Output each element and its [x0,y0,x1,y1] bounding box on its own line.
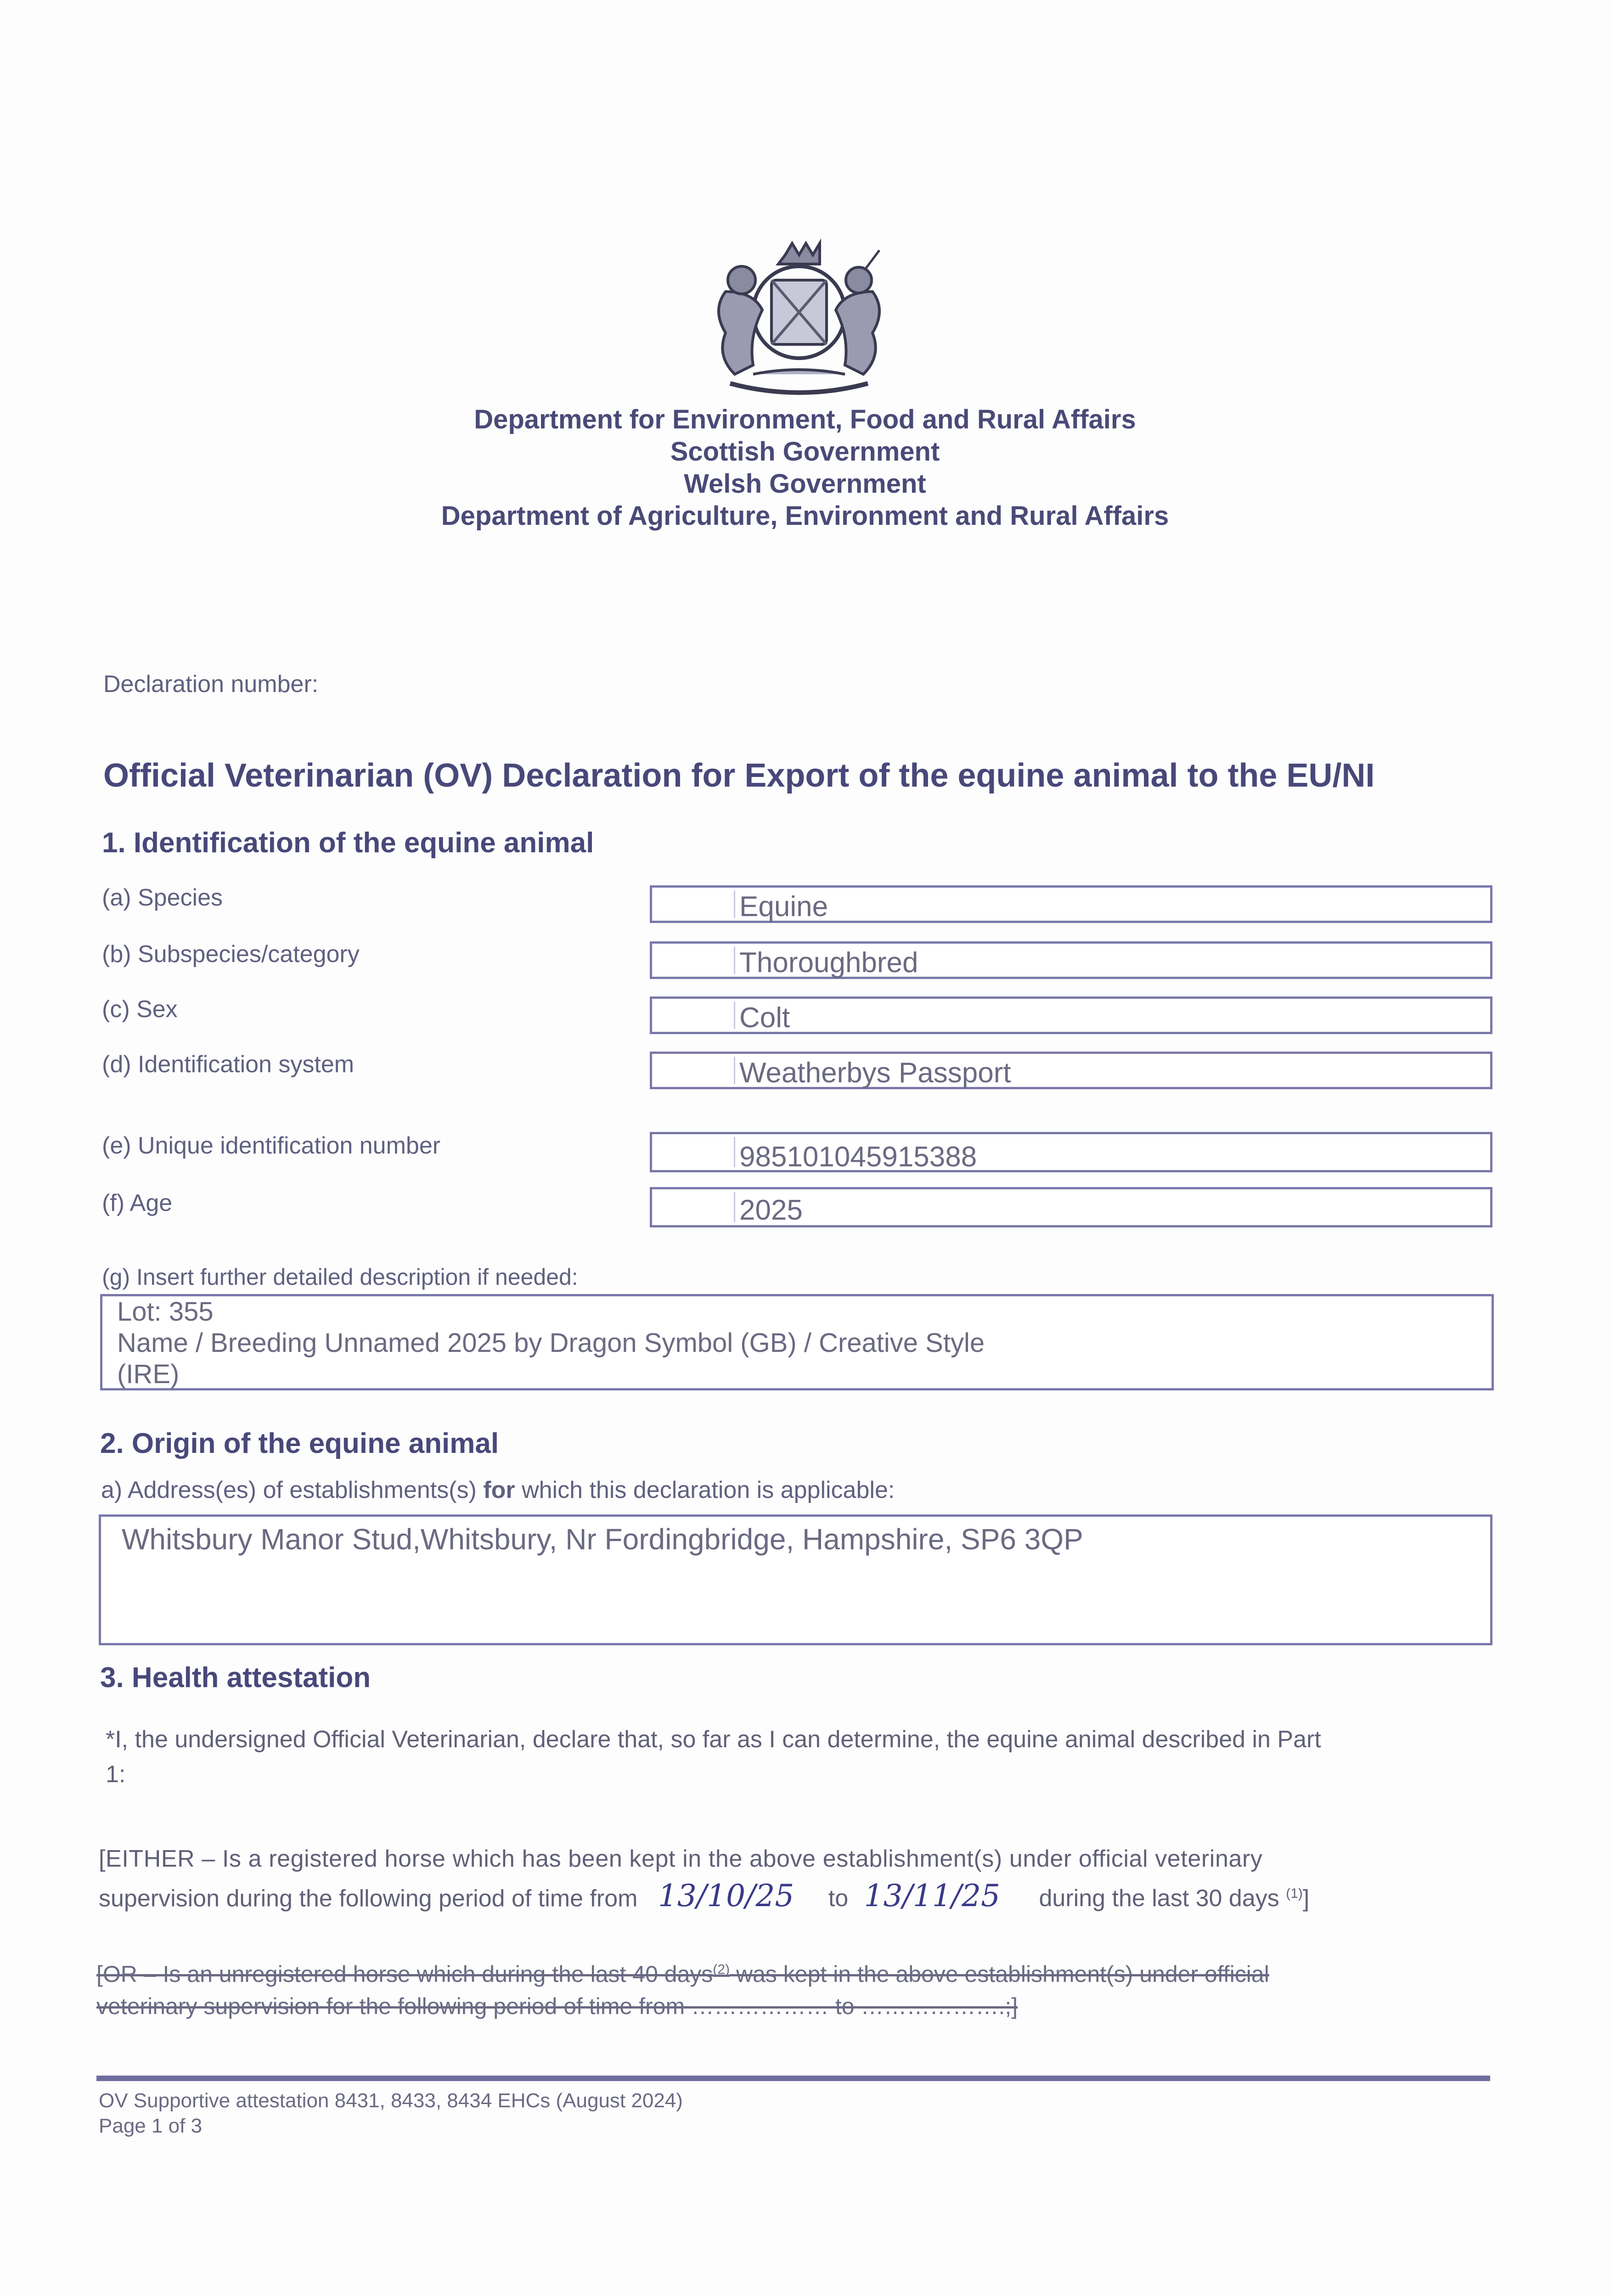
footer-divider [96,2076,1490,2081]
section1-heading: 1. Identification of the equine animal [102,827,594,859]
section2-heading: 2. Origin of the equine animal [100,1428,499,1459]
sex-value: Colt [739,1002,790,1034]
address-label: a) Address(es) of establishments(s) for which this declaration is applicable: [101,1477,895,1503]
species-field[interactable] [650,885,1492,923]
address-field[interactable] [99,1514,1492,1645]
section3-heading: 3. Health attestation [100,1662,371,1694]
footer-attestation-ref: OV Supportive attestation 8431, 8433, 8434 EHCs (August 2024) [99,2089,683,2112]
unique-id-field[interactable] [650,1132,1492,1172]
subspecies-value: Thoroughbred [739,947,918,979]
further-description-field[interactable] [100,1294,1494,1390]
date-from-handwritten: 13/10/25 [658,1878,794,1914]
identification-system-label: (d) Identification system [102,1051,355,1078]
footer-page-number: Page 1 of 3 [99,2115,203,2137]
declaration-number-label: Declaration number: [103,671,319,698]
date-to-handwritten: 13/11/25 [864,1878,1001,1914]
species-value: Equine [739,891,828,923]
health-attestation-intro: *I, the undersigned Official Veterinarian, declare that, so far as I can determine, the equine animal described in Part 1: [106,1726,1321,1788]
age-field[interactable] [650,1187,1492,1227]
further-description-label: (g) Insert further detailed description if needed: [102,1264,578,1290]
subspecies-label: (b) Subspecies/category [102,941,360,968]
description-line-origin: (IRE) [117,1359,180,1389]
department-defra: Department for Environment, Food and Rural Affairs [474,405,1136,434]
address-value: Whitsbury Manor Stud,Whitsbury, Nr Fordingbridge, Hampshire, SP6 3QP [122,1523,1083,1556]
royal-coat-of-arms-emblem [698,236,900,402]
document-title: Official Veterinarian (OV) Declaration for Export of the equine animal to the EU/NI [103,757,1375,794]
species-label: (a) Species [102,884,223,911]
either-clause: [EITHER – Is a registered horse which has been kept in the above establishment(s) under official veterinary supervision during the following period of time from 13/10/25 to 13/11/25 during the last 30 days $^{(1)}$] [99,1846,1310,1914]
identification-system-value: Weatherbys Passport [739,1057,1011,1089]
department-scottish-government: Scottish Government [670,437,940,467]
age-label: (f) Age [102,1190,173,1216]
description-line-lot: Lot: 355 [117,1297,214,1327]
or-clause-line1-struck: [OR – Is an unregistered horse which during the last 40 days$^{(2)}$ was kept in the above establishment(s) under official [96,1961,1269,1987]
sex-label: (c) Sex [102,996,178,1023]
department-daera: Department of Agriculture, Environment and Rural Affairs [441,501,1169,531]
unique-id-value: 985101045915388 [739,1141,977,1173]
description-line-name: Name / Breeding Unnamed 2025 by Dragon Symbol (GB) / Creative Style [117,1328,985,1358]
age-value: 2025 [739,1194,803,1226]
or-clause-line2-struck: veterinary supervision for the following period of time from ……………… to ……………….;] [96,1993,1018,2019]
department-welsh-government: Welsh Government [684,469,926,499]
sex-field[interactable] [650,996,1492,1034]
subspecies-field[interactable] [650,941,1492,979]
identification-system-field[interactable] [650,1052,1492,1089]
unique-id-label: (e) Unique identification number [102,1132,441,1159]
